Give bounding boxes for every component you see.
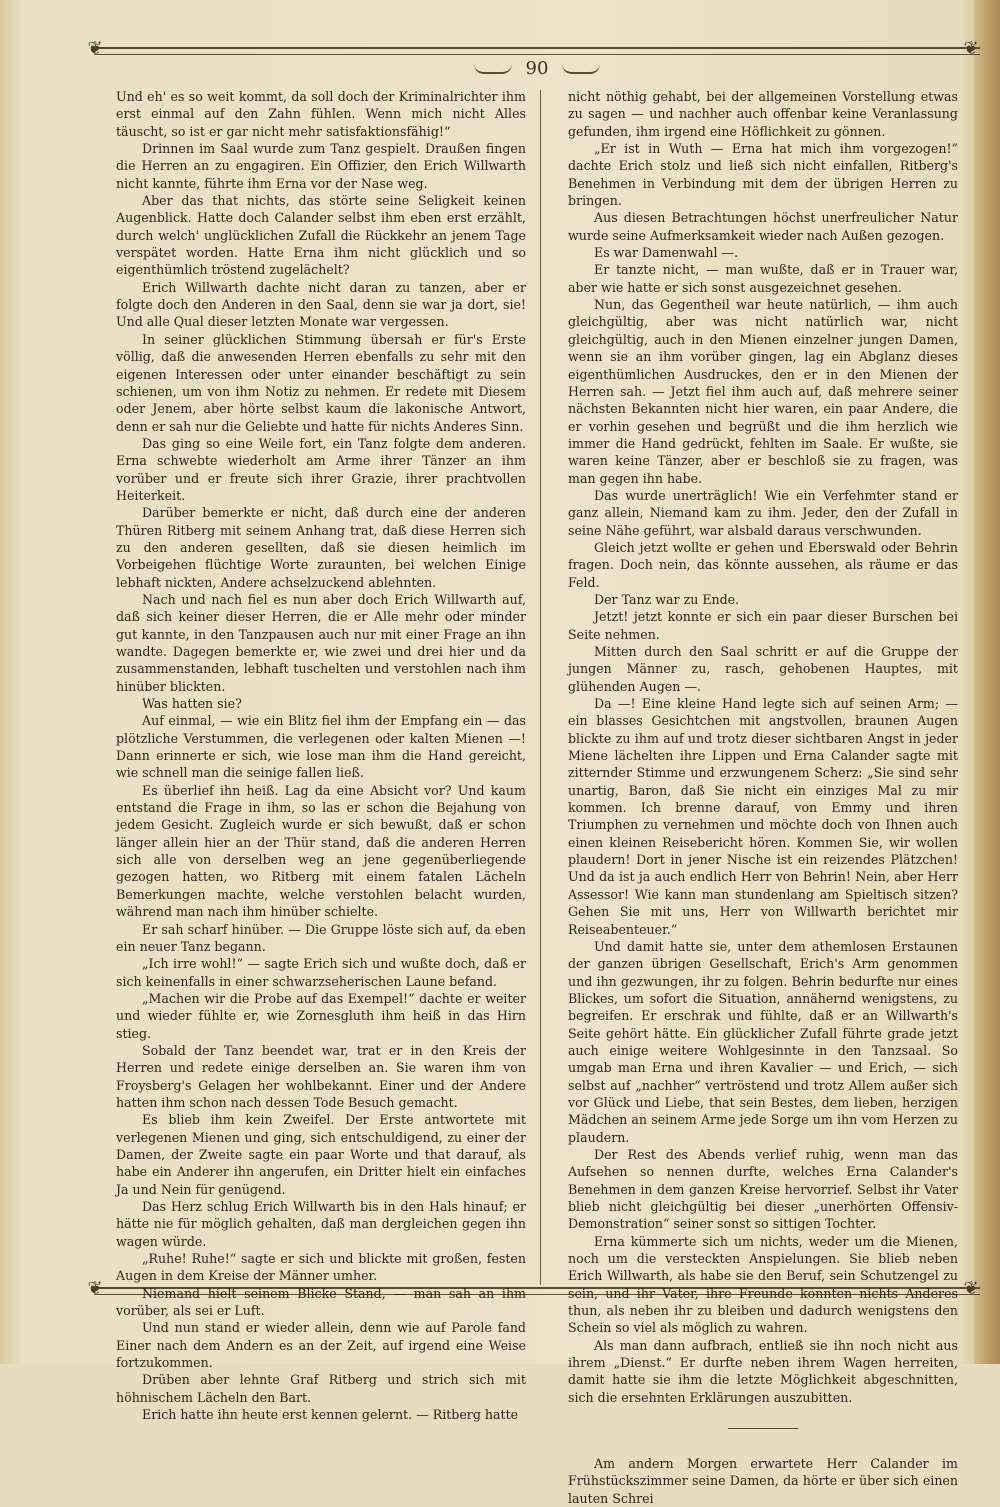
paragraph: Nach und nach fiel es nun aber doch Erich Willwarth auf, daß sich keiner dieser Herren, die er Alle mehr oder minder gut kannte, in den Tanzpausen auch nur mit einer Frage an ihn wandte. Dagegen bemerkte er, wie zwei und drei hier und da zusammenstanden, lebhaft tuschelten und verstohlen nach ihm hinüber blickten. <box>116 591 526 694</box>
paragraph: Und nun stand er wieder allein, denn wie auf Parole fand Einer nach dem Andern es an der Zeit, auf irgend eine Weise fortzukommen. <box>116 1320 526 1371</box>
paragraph: Der Rest des Abends verlief ruhig, wenn man das Aufsehen so nennen durfte, welches Erna Calander's Benehmen in dem ganzen Kreise hervorrief. Selbst ihr Vater blieb nicht gleichgültig bei dieser „unerhörten Offensiv-Demonstration“ seiner sonst so sittigen Tochter. <box>568 1146 958 1232</box>
corner-ornament-icon: ❦ <box>963 1278 979 1299</box>
header-flourish-icon <box>562 64 600 74</box>
paragraph: Aus diesen Betrachtungen höchst unerfreulicher Natur wurde seine Aufmerksamkeit wieder nach Außen gezogen. <box>568 210 958 243</box>
right-column <box>568 88 958 1506</box>
paragraph: Es überlief ihn heiß. Lag da eine Absicht vor? Und kaum entstand die Frage in ihm, so las er schon die Bejahung von jedem Gesicht. Zugleich wurde er sich bewußt, daß er schon länger allein hier an der Thür stand, daß die anderen Herren sich alle von derselben weg an jene gegenüberliegende gezogen hatten, wo Ritberg mit einem fatalen Lächeln Bemerkungen machte, welche verstohlen belacht wurden, während man nach ihm hinüber schielte. <box>116 782 526 920</box>
top-rule <box>94 47 980 55</box>
left-column <box>116 88 526 1423</box>
paragraph: „Ruhe! Ruhe!“ sagte er sich und blickte mit großen, festen Augen in dem Kreise der Männer umher. <box>116 1251 526 1284</box>
paragraph: „Machen wir die Probe auf das Exempel!“ dachte er weiter und wieder fühlte er, wie Zornesgluth ihm heiß in das Hirn stieg. <box>116 990 526 1041</box>
header-flourish-icon <box>474 64 512 74</box>
page-header <box>94 58 980 79</box>
paragraph: „Er ist in Wuth — Erna hat mich ihm vorgezogen!“ dachte Erich stolz und ließ sich nicht einfallen, Ritberg's Benehmen in Verbindung mit dem der übrigen Herren zu bringen. <box>568 141 958 209</box>
paragraph: Erich Willwarth dachte nicht daran zu tanzen, aber er folgte doch den Anderen in den Saal, denn sie war ja dort, sie! Und alle Qual dieser letzten Monate war vergessen. <box>116 279 526 330</box>
paragraph: Als man dann aufbrach, entließ sie ihn noch nicht aus ihrem „Dienst.“ Er durfte neben ihrem Wagen herreiten, damit hatte sie ihm die letzte Möglichkeit abgeschnitten, sich die ersehnten Erklärungen auszubitten. <box>568 1337 958 1405</box>
paragraph: Darüber bemerkte er nicht, daß durch eine der anderen Thüren Ritberg mit seinem Anhang trat, daß diese Herren sich zu den anderen gesellten, daß sie diesen heimlich im Vorbeigehen flüchtige Worte zuraunten, bei welchen Einige lebhaft nickten, Andere achselzuckend ablehnten. <box>116 505 526 590</box>
page-number: 90 <box>525 58 549 79</box>
paragraph: Das wurde unerträglich! Wie ein Verfehmter stand er ganz allein, Niemand kam zu ihm. Jeder, den der Zufall in seine Nähe geführt, war alsbald daraus verschwunden. <box>568 487 958 538</box>
paragraph: Auf einmal, — wie ein Blitz fiel ihm der Empfang ein — das plötzliche Verstummen, die verlegenen oder kalten Mienen —! Dann erinnerte er sich, wie lose man ihm die Hand gereicht, wie schnell man die seinige fallen ließ. <box>116 713 526 781</box>
corner-ornament-icon: ❦ <box>87 38 103 59</box>
paragraph: In seiner glücklichen Stimmung übersah er für's Erste völlig, daß die anwesenden Herren ebenfalls zu sehr mit den eigenen Interessen oder unter einander beschäftigt zu sein schienen, um von ihm Notiz zu nehmen. Er redete mit Diesem oder Jenem, aber hörte selbst kaum die lakonische Antwort, denn er sah nur die Geliebte und hatte für nichts Anderes Sinn. <box>116 331 526 434</box>
paragraph: Erna kümmerte sich um nichts, weder um die Mienen, noch um die versteckten Anspielungen. Sie blieb neben Erich Willwarth, als habe sie den Beruf, sein Schutzengel zu sein, und ihr Vater, ihre Freunde konnten nichts Anderes thun, als neben ihr zu bleiben und dadurch wenigstens den Schein so viel als möglich zu wahren. <box>568 1233 958 1336</box>
paragraph: Sobald der Tanz beendet war, trat er in den Kreis der Herren und redete einige derselben an. Sie waren ihm von Froysberg's Gelagen her wohlbekannt. Einer und der Andere hatten ihm schon nach dessen Tode Besuch gemacht. <box>116 1042 526 1110</box>
paragraph: Es war Damenwahl —. <box>594 245 739 261</box>
section-separator <box>728 1428 798 1429</box>
paragraph: Aber das that nichts, das störte seine Seligkeit keinen Augenblick. Hatte doch Calander selbst ihm eben erst erzählt, durch welch' unglücklichen Zufall die Rückkehr an jenem Tage verspätet worden. Hatte Erna ihm nicht glücklich und so eigenthümlich tröstend zugelächelt? <box>116 193 526 278</box>
paragraph: Er sah scharf hinüber. — Die Gruppe löste sich auf, da eben ein neuer Tanz begann. <box>116 921 526 954</box>
paragraph: „Ich irre wohl!“ — sagte Erich sich und wußte doch, daß er sich keinenfalls in einer schwarzseherischen Laune befand. <box>116 956 526 989</box>
paragraph: Jetzt! jetzt konnte er sich ein paar dieser Burschen bei Seite nehmen. <box>568 609 958 642</box>
paragraph: Nun, das Gegentheil war heute natürlich, — ihm auch gleichgültig, aber was nicht natürlich war, nicht gleichgültig, auch in den Mienen einzelner jungen Damen, wenn sie an ihm vorüber gingen, lag ein Abglanz dieses eigenthümlichen Ausdruckes, den er in den Mienen der Herren sah. — Jetzt fiel ihm auch auf, daß mehrere seiner nächsten Bekannten nicht hier waren, ein paar Andere, die er vorhin gesehen und begrüßt und die ihm herzlich wie immer die Hand gedrückt, fehlten im Saale. Er wußte, sie waren keine Tänzer, aber er beschloß sie zu fragen, was man gegen ihn habe. <box>568 297 958 486</box>
paragraph: Es blieb ihm kein Zweifel. Der Erste antwortete mit verlegenen Mienen und ging, sich entschuldigend, zu einer der Damen, der Zweite sagte ein paar Worte und that darauf, als habe ein Anderer ihn angerufen, ein Dritter hielt ein einfaches Ja und Nein für genügend. <box>116 1112 526 1197</box>
paragraph: Das Herz schlug Erich Willwarth bis in den Hals hinauf; er hätte nie für möglich gehalten, daß man dergleichen gegen ihn wagen würde. <box>116 1199 526 1249</box>
corner-ornament-icon: ❦ <box>963 38 979 59</box>
paragraph: Drüben aber lehnte Graf Ritberg und strich sich mit höhnischem Lächeln den Bart. <box>116 1372 526 1405</box>
paragraph: Gleich jetzt wollte er gehen und Eberswald oder Behrin fragen. Doch nein, das könnte aussehen, als räume er das Feld. <box>568 539 958 590</box>
paragraph: Drinnen im Saal wurde zum Tanz gespielt. Draußen fingen die Herren an zu engagiren. Ein Offizier, den Erich Willwarth nicht kannte, führte ihm Erna vor der Nase weg. <box>116 141 526 191</box>
page-edge <box>974 0 1000 1364</box>
paragraph: Was hatten sie? <box>142 696 242 712</box>
paragraph: Das ging so eine Weile fort, ein Tanz folgte dem anderen. Erna schwebte wiederholt am Arme ihrer Tänzer an ihm vorüber und er freute sich ihrer Grazie, ihrer prachtvollen Heiterkeit. <box>116 435 526 503</box>
corner-ornament-icon: ❦ <box>87 1278 103 1299</box>
paragraph: nicht nöthig gehabt, bei der allgemeinen Vorstellung etwas zu sagen — und nachher auch offenbar keine Veranlassung gefunden, ihm irgend eine Höflichkeit zu gönnen. <box>568 89 958 139</box>
paragraph: Der Tanz war zu Ende. <box>594 591 740 607</box>
paragraph: Niemand hielt seinem Blicke Stand, — man sah an ihm vorüber, als sei er Luft. <box>116 1285 526 1319</box>
paragraph: Und eh' es so weit kommt, da soll doch der Kriminalrichter ihm erst einmal auf den Zahn fühlen. Wenn mich nicht Alles täuscht, so ist er gar nicht mehr satisfaktionsfähig!“ <box>116 89 526 139</box>
paragraph: Erich hatte ihn heute erst kennen gelernt. — Ritberg hatte <box>142 1407 519 1423</box>
column-divider <box>540 90 541 1285</box>
paragraph: Er tanzte nicht, — man wußte, daß er in Trauer war, aber wie hatte er sich sonst ausgezeichnet gesehen. <box>568 262 958 295</box>
paragraph: Mitten durch den Saal schritt er auf die Gruppe der jungen Männer zu, rasch, gehobenen Hauptes, mit glühenden Augen —. <box>568 644 958 694</box>
paragraph: Am andern Morgen erwartete Herr Calander im Frühstückszimmer seine Damen, da hörte er über sich einen lauten Schrei <box>568 1456 958 1506</box>
paragraph: Und damit hatte sie, unter dem athemlosen Erstaunen der ganzen übrigen Gesellschaft, Erich's Arm genommen und ihn gezwungen, ihr zu folgen. Behrin bedurfte nur eines Blickes, um sofort die Situation, annähernd wenigstens, zu begreifen. Er erschrak und fühlte, daß er an Willwarth's Seite gehört hätte. Ein glücklicher Zufall führte grade jetzt auch einige weitere Wohlgesinnte in den Tanzsaal. So umgab man Erna und ihren Kavalier — und Erich, — sich selbst auf „nachher“ vertröstend und trotz Allem außer sich vor Glück und Liebe, that sein Bestes, dem lieben, herzigen Mädchen an seinem Arme jede Sorge um ihn vom Herzen zu plaudern. <box>568 938 958 1145</box>
paragraph: Da —! Eine kleine Hand legte sich auf seinen Arm; — ein blasses Gesichtchen mit angstvollen, braunen Augen blickte zu ihm auf und trotz dieser sichtbaren Angst in jeder Miene lächelten ihre Lippen und Erna Calander sagte mit zitternder Stimme und erzwungenem Scherz: „Sie sind sehr unartig, Baron, daß Sie nicht ein einziges Mal zu mir kommen. Ich brenne darauf, von Emmy und ihren Triumphen zu vernehmen und möchte doch von Ihnen auch einen kleinen Reisebericht hören. Kommen Sie, wir wollen plaudern! Dort in jener Nische ist ein reizendes Plätzchen! Und da ist ja auch endlich Herr von Behrin! Nein, aber Herr Assessor! Wie kann man stundenlang am Spieltisch sitzen? Gehen Sie mit uns, Herr von Willwarth berichtet mir Reiseabenteuer.“ <box>568 696 958 937</box>
